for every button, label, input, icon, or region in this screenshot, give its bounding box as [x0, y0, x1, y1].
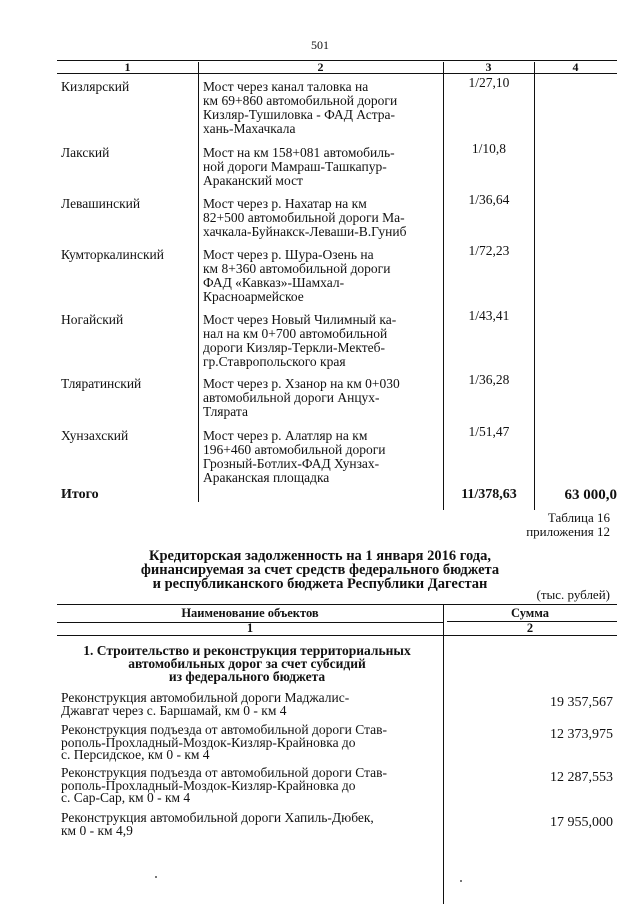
column-divider	[443, 604, 444, 904]
table-rule	[57, 604, 617, 605]
object-name: Реконструкция автомобильной дороги Хапиль-Дюбек, км 0 - км 4,9	[61, 810, 374, 838]
ratio-value: 1/36,28	[468, 372, 510, 387]
object-description: Мост через канал таловка на км 69+860 автомобильной дороги Кизляр-Тушиловка - ФАД Астра- хань-Махачкала	[203, 79, 398, 136]
object-description: Мост через р. Шура-Озень на км 8+360 автомобильной дороги ФАД «Кавказ»-Шамхал- Красноармейское	[203, 247, 391, 304]
ratio-value: 1/10,8	[471, 141, 507, 156]
district-name: Тляратинский	[61, 376, 142, 391]
object-amount: 12 287,553	[550, 770, 613, 785]
page-number: 501	[311, 38, 329, 52]
bridges-table	[57, 60, 617, 513]
district-name: Хунзахский	[61, 428, 129, 443]
document-title: Кредиторская задолженность на 1 января 2016 года, финансируемая за счет средств федерального бюджета и республиканского бюджета Республики Дагестан	[140, 548, 500, 592]
total-amount: 63 000,0	[564, 487, 617, 503]
object-name: Реконструкция подъезда от автомобильной дороги Став- рополь-Прохладный-Моздок-Кизляр-Крайновка до с. Персидское, км 0 - км 4	[61, 722, 388, 762]
district-name: Кумторкалинский	[61, 247, 164, 262]
district-name: Левашинский	[61, 196, 141, 211]
table-rule	[57, 73, 617, 74]
scan-speck	[460, 880, 462, 882]
units-label: (тыс. рублей)	[536, 587, 610, 602]
object-name: Реконструкция автомобильной дороги Маджалис- Джавгат через с. Баршамай, км 0 - км 4	[61, 690, 350, 718]
ratio-value: 1/72,23	[468, 243, 510, 258]
district-name: Кизлярский	[61, 79, 130, 94]
header-col-4: 4	[572, 60, 579, 74]
object-description: Мост на км 158+081 автомобиль- ной дороги Мамраш-Ташкапур- Араканский мост	[203, 145, 395, 188]
table-rule	[57, 635, 617, 636]
section-heading: 1. Строительство и реконструкция территориальных автомобильных дорог за счет субсидий из федерального бюджета	[83, 643, 411, 684]
district-name: Лакский	[61, 145, 110, 160]
ratio-value: 1/51,47	[468, 424, 510, 439]
header-num-2: 2	[526, 621, 534, 635]
total-ratio: 11/378,63	[461, 487, 517, 502]
scan-speck	[155, 876, 157, 878]
header-col-1: 1	[124, 60, 131, 74]
total-label: Итого	[61, 487, 99, 502]
debt-table	[57, 604, 617, 904]
object-description: Мост через р. Нахатар на км 82+500 автомобильной дороги Ма- хачкала-Буйнакск-Леваши-В.Гуниб	[203, 196, 407, 239]
object-amount: 19 357,567	[550, 695, 613, 710]
ratio-value: 1/43,41	[468, 308, 510, 323]
object-description: Мост через р. Хзанор на км 0+030 автомобильной дороги Анцух- Тлярата	[203, 376, 400, 419]
object-amount: 12 373,975	[550, 727, 613, 742]
header-col-3: 3	[485, 60, 492, 74]
object-name: Реконструкция подъезда от автомобильной дороги Став- рополь-Прохладный-Моздок-Кизляр-Крайновка до с. Сар-Сар, км 0 - км 4	[61, 765, 388, 805]
table-number: Таблица 16	[547, 510, 610, 525]
header-sum: Сумма	[511, 606, 549, 620]
column-divider	[534, 62, 535, 510]
object-description: Мост через Новый Чилимный ка- нал на км 0+700 автомобильной дороги Кизляр-Теркли-Мектеб- гр.Ставропольского края	[203, 312, 397, 369]
district-name: Ногайский	[61, 312, 124, 327]
header-col-2: 2	[317, 60, 324, 74]
column-divider	[443, 62, 444, 510]
ratio-value: 1/27,10	[468, 75, 510, 90]
object-description: Мост через р. Алатляр на км 196+460 автомобильной дороги Грозный-Ботлих-ФАД Хунзах- Араканская площадка	[203, 428, 386, 485]
appendix-label: приложения 12	[526, 524, 610, 539]
object-amount: 17 955,000	[550, 815, 613, 830]
header-num-1: 1	[246, 621, 254, 635]
header-objects: Наименование объектов	[181, 606, 319, 620]
ratio-value: 1/36,64	[468, 192, 510, 207]
